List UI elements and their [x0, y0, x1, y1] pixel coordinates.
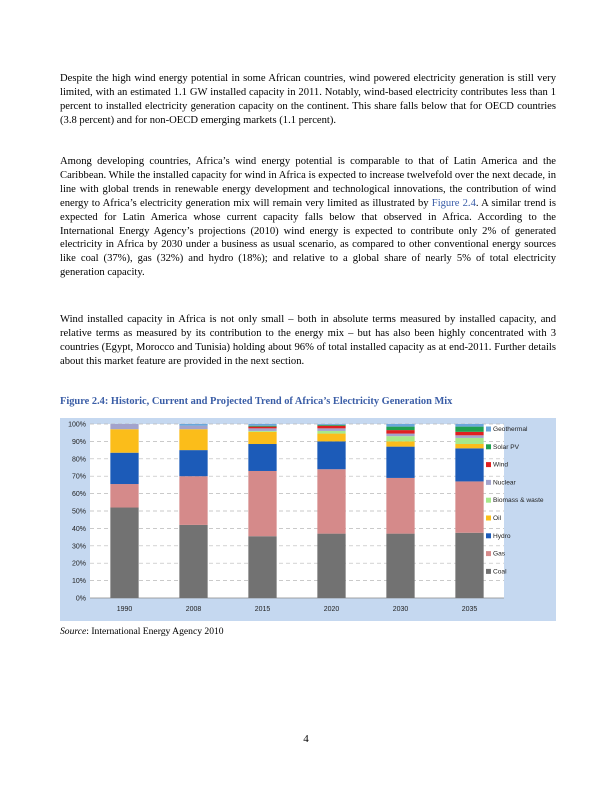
bar-segment-coal-2015 — [248, 536, 276, 598]
bar-segment-oil-2030 — [386, 441, 414, 446]
page-number: 4 — [303, 733, 309, 745]
source-text: : International Energy Agency 2010 — [86, 626, 224, 637]
legend-swatch-nuclear — [486, 480, 491, 485]
bar-segment-gas-2008 — [179, 476, 207, 525]
legend-swatch-hydro — [486, 533, 491, 538]
bar-segment-coal-2030 — [386, 534, 414, 598]
bar-segment-oil-1990 — [110, 429, 138, 452]
x-tick-label: 2015 — [254, 606, 271, 613]
bar-segment-coal-2008 — [179, 525, 207, 598]
bar-segment-geothermal-2008 — [179, 424, 207, 426]
figure-reference-link[interactable]: Figure 2.4 — [431, 197, 476, 209]
bar-segment-solar-pv-2030 — [386, 427, 414, 430]
bar-segment-wind-2035 — [455, 432, 483, 435]
bar-segment-gas-2020 — [317, 469, 345, 533]
generation-mix-chart — [60, 418, 556, 621]
bar-segment-nuclear-2035 — [455, 435, 483, 438]
bar-segment-solar-pv-2020 — [317, 425, 345, 426]
bar-segment-nuclear-2030 — [386, 434, 414, 437]
legend-swatch-oil — [486, 516, 491, 521]
bar-segment-wind-2030 — [386, 430, 414, 433]
legend-swatch-biomass-waste — [486, 498, 491, 503]
y-tick-label: 100% — [68, 421, 86, 429]
bar-segment-hydro-2008 — [179, 450, 207, 476]
legend-label-gas: Gas — [493, 550, 506, 558]
y-tick-label: 60% — [71, 491, 86, 499]
bar-segment-geothermal-2035 — [455, 424, 483, 427]
bar-segment-gas-2035 — [455, 481, 483, 532]
legend-label-geothermal: Geothermal — [493, 426, 528, 433]
figure-source — [60, 626, 224, 637]
x-tick-label: 2035 — [461, 606, 478, 613]
bar-segment-solar-pv-2035 — [455, 427, 483, 432]
y-tick-label: 0% — [75, 595, 86, 603]
bar-segment-coal-2035 — [455, 533, 483, 598]
bar-segment-coal-2020 — [317, 534, 345, 598]
figure-caption: Figure 2.4: Historic, Current and Projected Trend of Africa’s Electricity Generation Mix — [60, 396, 453, 407]
bar-segment-nuclear-1990 — [110, 424, 138, 429]
bar-segment-gas-2015 — [248, 471, 276, 536]
y-tick-label: 20% — [71, 560, 86, 568]
chart-svg — [60, 418, 556, 621]
paragraph-3: Wind installed capacity in Africa is not only small – both in absolute terms measured by installed capacity, and relative terms as measured by its contribution to the energy mix – but has also been highly concentrated with 3 countries (Egypt, Morocco and Tunisia) holding about 96% of total installed capacity as at end-2011. Further details about this market feature are provided in the next section. — [60, 314, 556, 367]
bar-segment-hydro-2035 — [455, 448, 483, 481]
bar-segment-biomass-waste-2020 — [317, 431, 345, 434]
bar-segment-hydro-2020 — [317, 441, 345, 469]
paragraph-2-text-a: Among developing countries, Africa’s wind energy potential is comparable to that of Latin America and the Caribbean. While the installed capacity for wind in Africa is expected to increase twelvefold over the next decade, in line with global trends in renewable energy development and technological innovations, the contribution of wind energy to Africa’s electricity generation mix will remain very limited as illustrated by — [60, 156, 556, 209]
bar-segment-oil-2035 — [455, 444, 483, 448]
paragraph-2 — [60, 155, 556, 280]
bar-segment-gas-1990 — [110, 484, 138, 507]
bar-segment-oil-2020 — [317, 434, 345, 442]
legend-swatch-wind — [486, 462, 491, 467]
bar-segment-geothermal-2020 — [317, 424, 345, 425]
bar-segment-hydro-2015 — [248, 444, 276, 471]
x-tick-label: 2030 — [392, 606, 409, 613]
bar-segment-nuclear-2020 — [317, 428, 345, 431]
bar-segment-hydro-1990 — [110, 453, 138, 484]
bar-segment-gas-2030 — [386, 478, 414, 534]
bar-segment-geothermal-2030 — [386, 424, 414, 427]
y-tick-label: 50% — [71, 508, 86, 516]
bar-segment-biomass-waste-2015 — [248, 431, 276, 432]
legend-label-oil: Oil — [493, 515, 502, 522]
bar-segment-geothermal-2015 — [248, 424, 276, 426]
bar-segment-wind-2015 — [248, 427, 276, 429]
x-tick-label: 2008 — [185, 606, 202, 613]
bar-segment-oil-2008 — [179, 429, 207, 450]
legend-swatch-solar-pv — [486, 444, 491, 449]
bar-segment-solar-pv-2015 — [248, 426, 276, 427]
bar-segment-coal-1990 — [110, 508, 138, 598]
legend-label-hydro: Hydro — [493, 532, 511, 540]
bar-segment-nuclear-2015 — [248, 428, 276, 431]
legend-label-solar-pv: Solar PV — [493, 443, 520, 451]
legend-label-biomass-waste: Biomass & waste — [493, 497, 544, 505]
bar-segment-wind-2020 — [317, 426, 345, 429]
bar-segment-biomass-waste-2030 — [386, 436, 414, 441]
legend-label-nuclear: Nuclear — [493, 479, 516, 487]
bar-segment-nuclear-2008 — [179, 426, 207, 429]
legend-swatch-geothermal — [486, 427, 491, 432]
legend-swatch-gas — [486, 551, 491, 556]
bar-segment-oil-2015 — [248, 432, 276, 444]
bar-segment-biomass-waste-2035 — [455, 438, 483, 444]
y-tick-label: 90% — [71, 438, 86, 446]
paragraph-2-text-b: . A similar trend is expected for Latin America whose current capacity falls below that observed in Africa. According to the International Energy Agency’s projections (2010) wind energy is expected to contribute only 2% of generated electricity in Africa by 2030 under a business as usual scenario, as compared to other conventional energy sources like coal (37%), gas (32%) and hydro (18%); and relative to a global share of nearly 5% of total electricity generation capacity. — [60, 197, 556, 279]
paragraph-1: Despite the high wind energy potential in some African countries, wind powered electricity generation is still very limited, with an estimated 1.1 GW installed capacity in 2011. Notably, wind-based electricity contributes less than 1 percent to installed electricity generation capacity on the continent. This share falls below that for OECD countries (3.8 percent) and for non-OECD emerging markets (1.1 percent). — [60, 73, 556, 126]
legend-swatch-coal — [486, 569, 491, 574]
legend-label-coal: Coal — [493, 568, 507, 576]
y-tick-label: 70% — [71, 473, 86, 481]
bar-segment-hydro-2030 — [386, 447, 414, 478]
y-tick-label: 10% — [71, 578, 86, 586]
y-tick-label: 40% — [71, 525, 86, 533]
legend-label-wind: Wind — [493, 461, 509, 469]
x-tick-label: 2020 — [323, 606, 340, 613]
source-label: Source — [60, 626, 87, 637]
y-tick-label: 80% — [71, 456, 86, 464]
x-tick-label: 1990 — [116, 606, 133, 613]
y-tick-label: 30% — [71, 543, 86, 551]
